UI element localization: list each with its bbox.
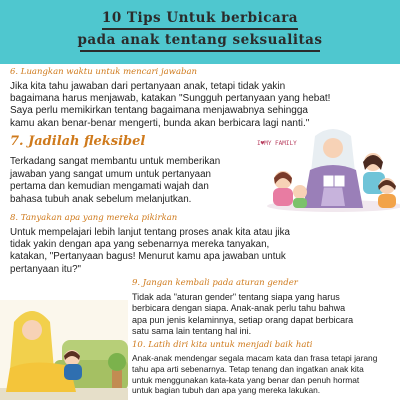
section-8-body: Untuk mempelajari lebih lanjut tentang proses anak kita atau jika tidak yakin dengan apa yang sebenarnya mereka tanyakan, katakan, "Pertanyaan bagus! Menurut kamu apa jawaban untuk pertanyaan itu?" xyxy=(10,227,290,275)
mother-children-illustration xyxy=(255,120,400,213)
section-8-heading: 8. Tanyakan apa yang mereka pikirkan xyxy=(10,213,178,223)
section-10-heading: 10. Latih diri kita untuk menjadi baik hati xyxy=(132,340,313,350)
title-underline-1 xyxy=(102,28,298,30)
section-7-heading: 7. Jadilah fleksibel xyxy=(10,134,146,149)
page-title-line-1: 10 Tips Untuk berbicara xyxy=(101,10,299,26)
mother-child-sofa-illustration xyxy=(0,300,128,400)
section-9-heading: 9. Jangan kembali pada aturan gender xyxy=(132,278,298,288)
illustration-brand-label: I♥MY FAMILY xyxy=(257,140,297,147)
page-title-line-2: pada anak tentang seksualitas xyxy=(77,32,323,48)
section-6-heading: 6. Luangkan waktu untuk mencari jawaban xyxy=(10,67,197,77)
section-7-body: Terkadang sangat membantu untuk memberikan jawaban yang sangat umum untuk pertanyaan pertama dan kemudian mengamati wajah dan bahasa tubuh anak sebelum melanjutkan. xyxy=(10,156,221,205)
section-9-body: Tidak ada "aturan gender" tentang siapa yang harus berbicara dengan siapa. Anak-anak perlu tahu bahwa apa pun jenis kelaminnya, setiap orang dapat berbicara satu sama lain tentang hal ini. xyxy=(132,292,354,337)
title-underline-2 xyxy=(80,50,320,52)
section-10-body: Anak-anak mendengar segala macam kata dan frasa tetapi jarang tahu apa arti sebenarnya. Tetap tenang dan ingatkan anak kita untuk menggunakan kata-kata yang benar dan penuh hormat untuk bagian tubuh dan apa yang mereka lakukan. xyxy=(132,353,378,396)
section-6-body: Jika kita tahu jawaban dari pertanyaan anak, tetapi tidak yakin bagaimana harus menjawab, katakan "Sungguh pertanyaan yang hebat! Saya perlu memikirkan tentang bagaimana menjawabnya sehingga kamu akan benar-benar mengerti, bunda akan berbicara lagi nanti." xyxy=(10,81,331,129)
